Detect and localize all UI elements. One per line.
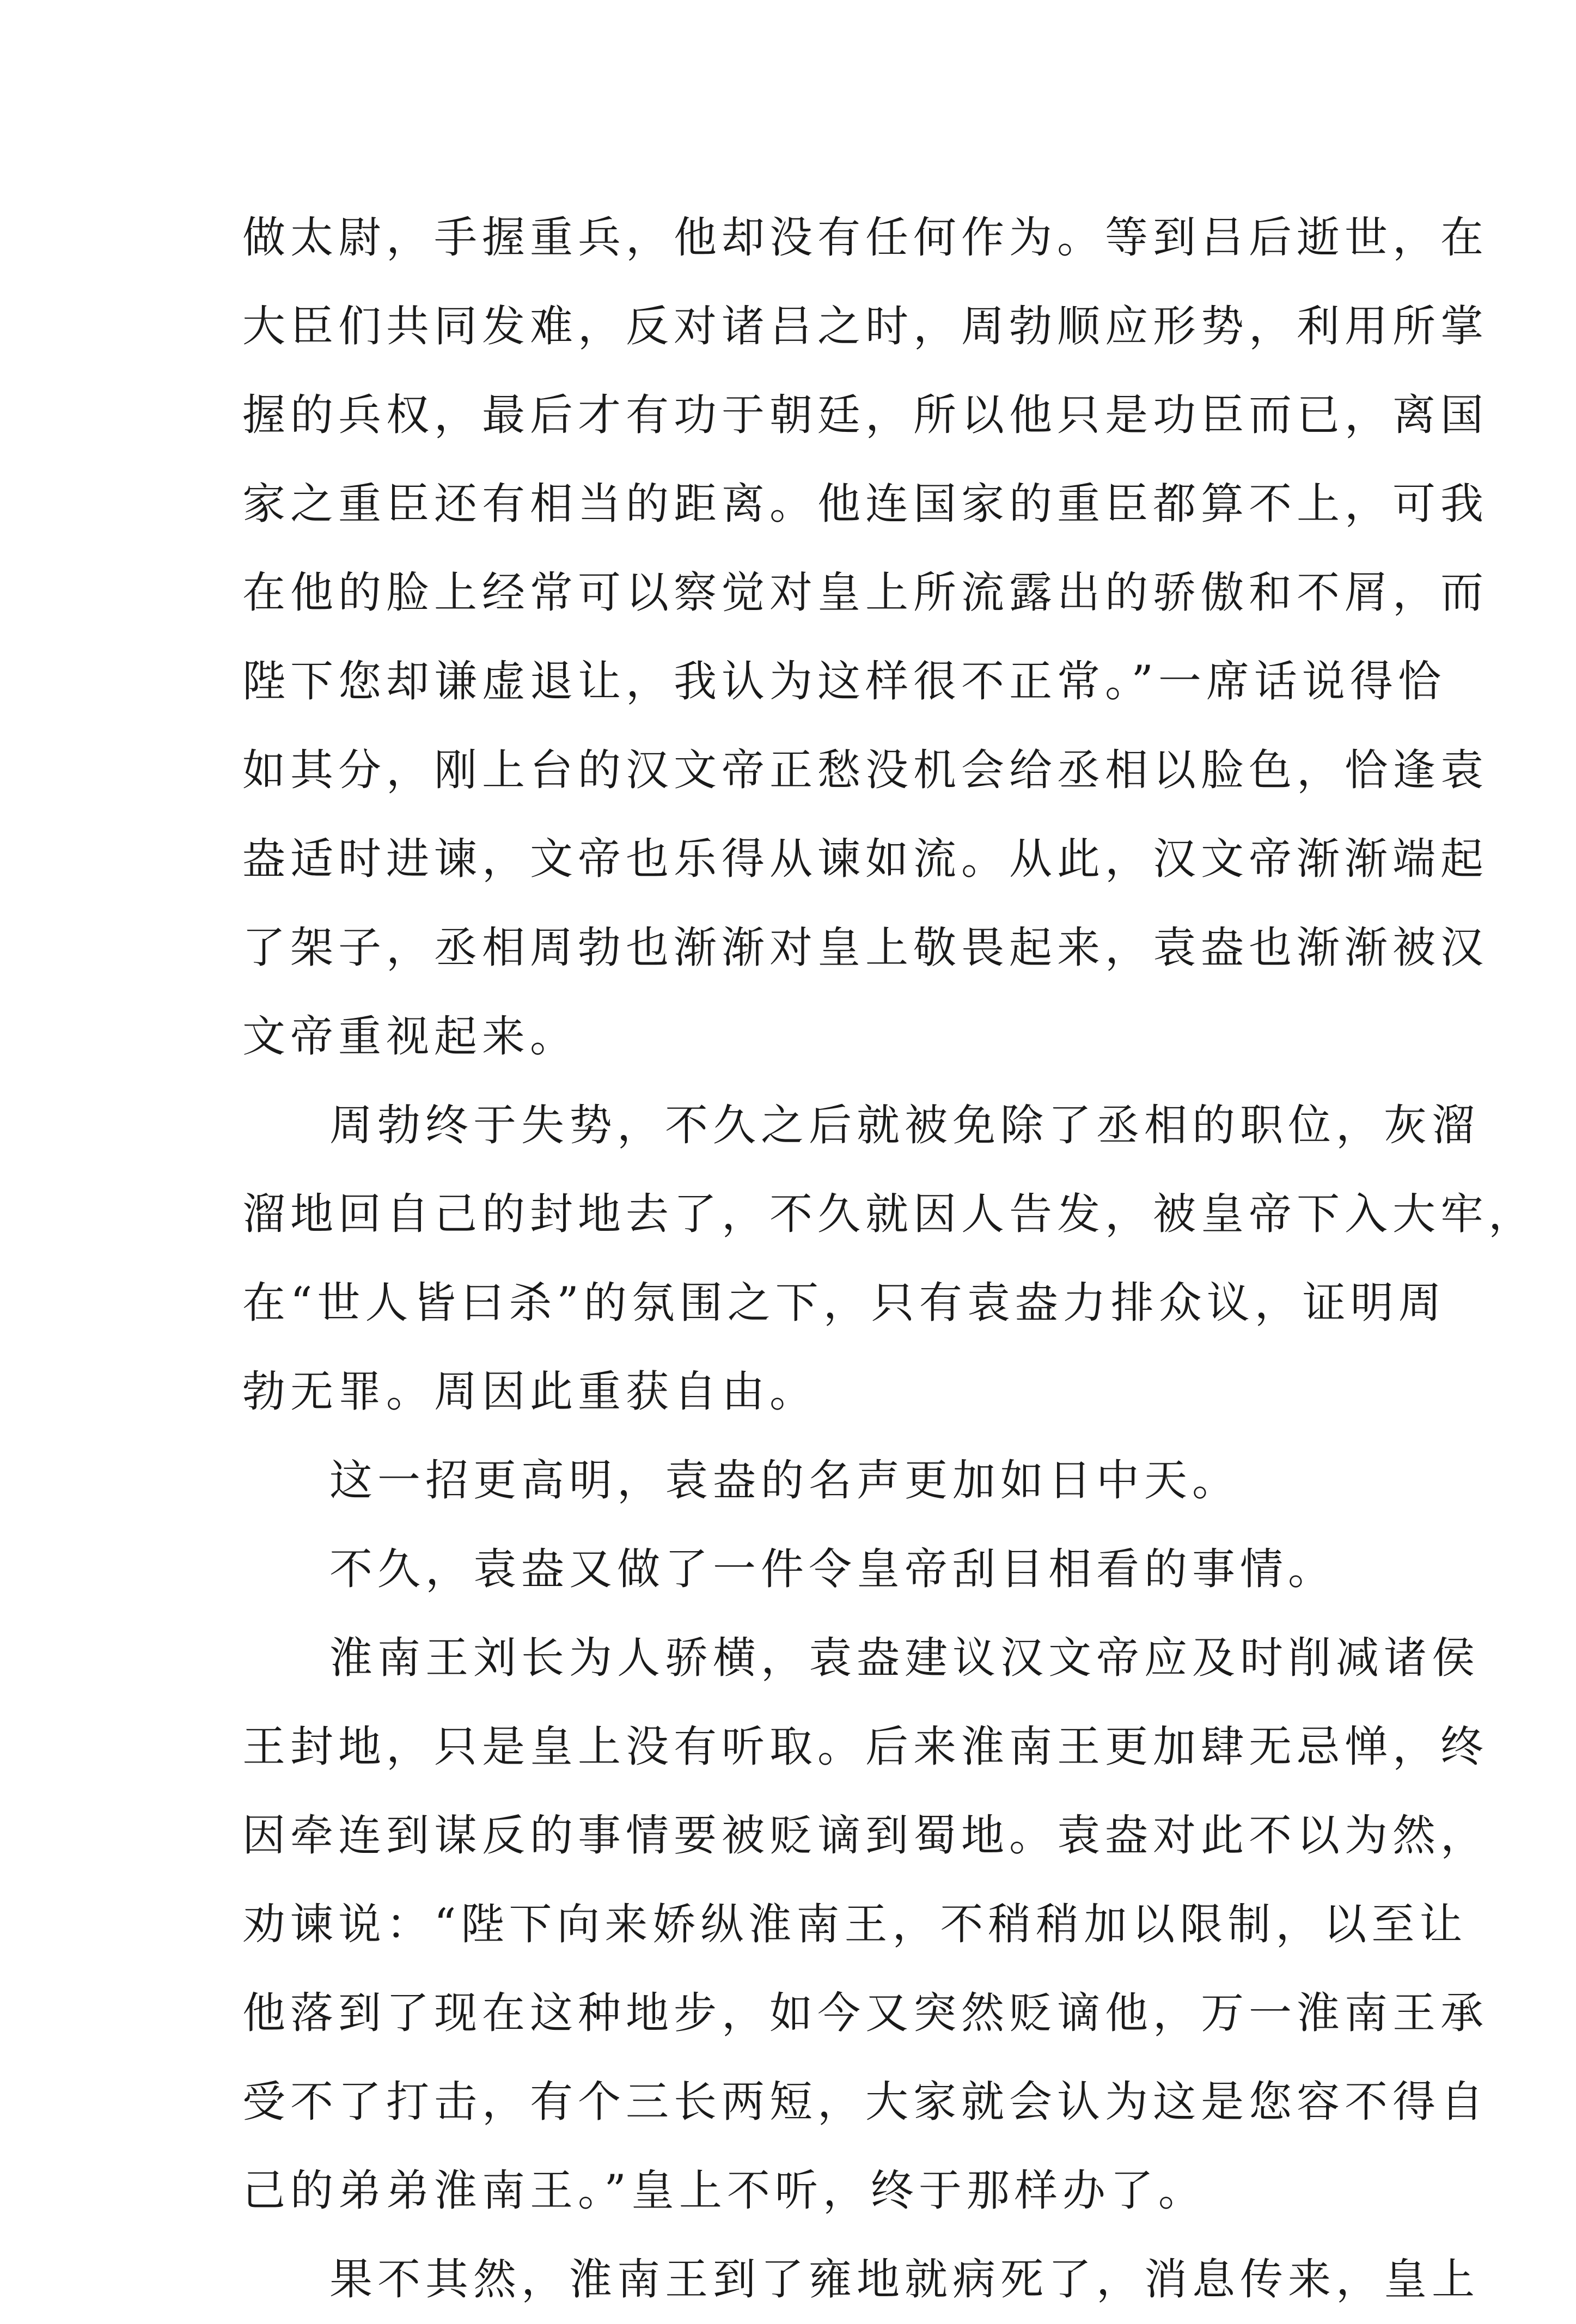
body-text [242,193,1536,2324]
text-line: 勃无罪。周因此重获自由。 [242,1367,817,1417]
paragraph-first-line: 不久，袁盎又做了一件令皇帝刮目相看的事情。 [329,1544,1336,1594]
text-line: 受不了打击，有个三长两短，大家就会认为这是您容不得自 [242,2077,1488,2127]
text-line: 劝谏说：“陛下向来娇纵淮南王，不稍稍加以限制，以至让 [242,1899,1468,1949]
text-line: 在他的脸上经常可以察觉对皇上所流露出的骄傲和不屑，而 [242,568,1488,618]
text-line: 王封地，只是皇上没有听取。后来淮南王更加肆无忌惮，终 [242,1722,1488,1772]
text-line: 己的弟弟淮南王。”皇上不听，终于那样办了。 [242,2166,1206,2216]
text-line: 他落到了现在这种地步，如今又突然贬谪他，万一淮南王承 [242,1988,1488,2038]
text-line: 溜地回自己的封地去了，不久就因人告发，被皇帝下入大牢， [242,1189,1536,1239]
text-line: 陛下您却谦虚退让，我认为这样很不正常。”一席话说得恰 [242,656,1446,706]
text-line: 文帝重视起来。 [242,1011,578,1062]
text-line: 盎适时进谏，文帝也乐得从谏如流。从此，汉文帝渐渐端起 [242,834,1488,884]
text-line: 大臣们共同发难，反对诸吕之时，周勃顺应形势，利用所掌 [242,301,1488,351]
paragraph-first-line: 周勃终于失势，不久之后就被免除了丞相的职位，灰溜 [329,1100,1480,1150]
paragraph-first-line: 淮南王刘长为人骄横，袁盎建议汉文帝应及时削减诸侯 [329,1633,1480,1683]
text-line: 了架子，丞相周勃也渐渐对皇上敬畏起来，袁盎也渐渐被汉 [242,923,1488,973]
paragraph-first-line: 这一招更高明，袁盎的名声更加如日中天。 [329,1455,1240,1505]
text-line: 握的兵权，最后才有功于朝廷，所以他只是功臣而已，离国 [242,390,1488,440]
text-line: 如其分，刚上台的汉文帝正愁没机会给丞相以脸色，恰逢袁 [242,745,1488,795]
text-line: 因牵连到谋反的事情要被贬谪到蜀地。袁盎对此不以为然， [242,1810,1488,1861]
text-line: 在“世人皆曰杀”的氛围之下，只有袁盎力排众议，证明周 [242,1278,1446,1328]
paragraph-first-line: 果不其然，淮南王到了雍地就病死了，消息传来，皇上 [329,2254,1480,2304]
text-line: 做太尉，手握重兵，他却没有任何作为。等到吕后逝世，在 [242,212,1488,263]
text-line: 家之重臣还有相当的距离。他连国家的重臣都算不上，可我 [242,479,1488,529]
